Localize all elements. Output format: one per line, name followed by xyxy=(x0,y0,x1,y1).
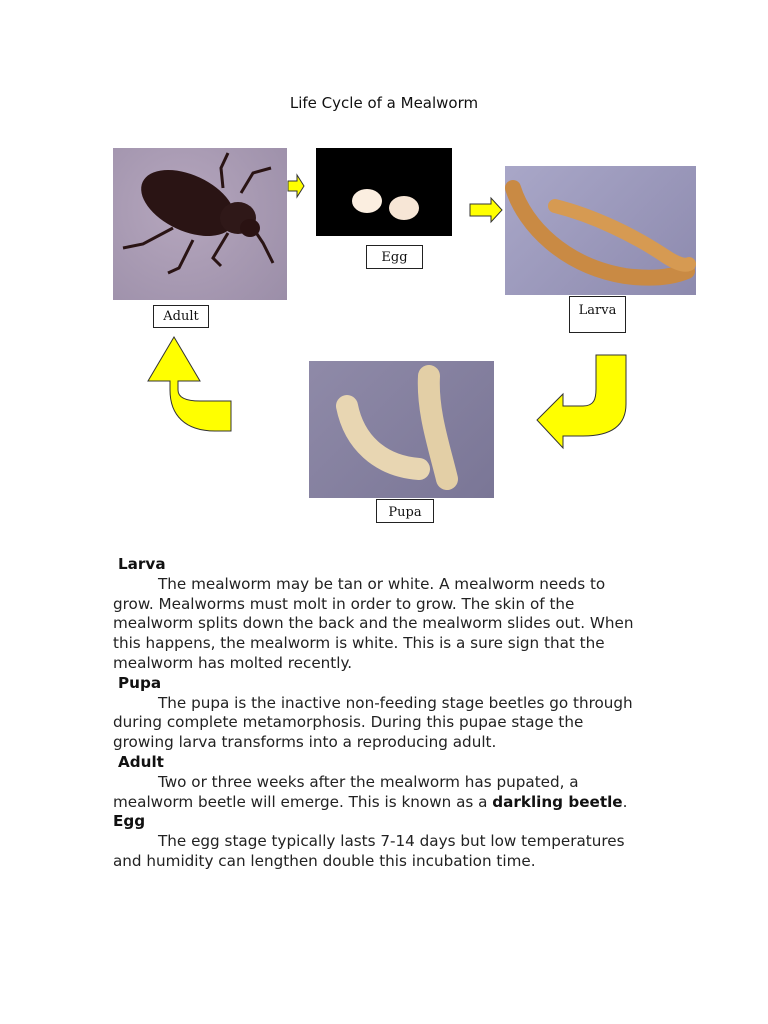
adult-label: Adult xyxy=(153,305,209,328)
text-line: The pupa is the inactive non-feeding stage beetles go through xyxy=(158,693,633,712)
curved-arrow-up-icon xyxy=(145,335,235,433)
text-line: mealworm has molted recently. xyxy=(113,653,353,672)
egg-photo xyxy=(316,148,452,236)
text-line: mealworm splits down the back and the mealworm slides out. When xyxy=(113,614,634,633)
bold-term: darkling beetle xyxy=(492,792,623,811)
text-fragment: mealworm beetle will emerge. This is known as a xyxy=(113,792,493,811)
adult-beetle-photo xyxy=(113,148,287,300)
pupa-label: Pupa xyxy=(376,499,434,523)
text-line: The egg stage typically lasts 7-14 days but low temperatures xyxy=(158,832,625,851)
page-title: Life Cycle of a Mealworm xyxy=(289,94,479,112)
text-line: during complete metamorphosis. During this pupae stage the xyxy=(113,713,584,732)
text-fragment: . xyxy=(622,792,628,811)
text-line xyxy=(113,793,673,813)
arrow-right-icon xyxy=(469,196,503,224)
pupa-photo xyxy=(309,361,494,498)
larva-label: Larva xyxy=(569,296,626,333)
description-text xyxy=(113,555,673,872)
text-line: this happens, the mealworm is white. This is a sure sign that the xyxy=(113,634,605,653)
text-line: grow. Mealworms must molt in order to grow. The skin of the xyxy=(113,594,575,613)
section-heading-egg: Egg xyxy=(113,812,146,831)
egg-label: Egg xyxy=(366,245,423,269)
section-heading-pupa: Pupa xyxy=(118,673,162,692)
curved-arrow-down-left-icon xyxy=(536,354,630,450)
text-line: The mealworm may be tan or white. A mealworm needs to xyxy=(158,574,606,593)
larva-photo xyxy=(505,166,696,295)
text-line: and humidity can lengthen double this incubation time. xyxy=(113,851,536,870)
arrow-right-icon xyxy=(287,173,305,199)
section-heading-larva: Larva xyxy=(118,555,166,573)
section-heading-adult: Adult xyxy=(118,752,164,771)
text-line: growing larva transforms into a reproducing adult. xyxy=(113,733,497,752)
text-line: Two or three weeks after the mealworm has pupated, a xyxy=(158,772,579,791)
